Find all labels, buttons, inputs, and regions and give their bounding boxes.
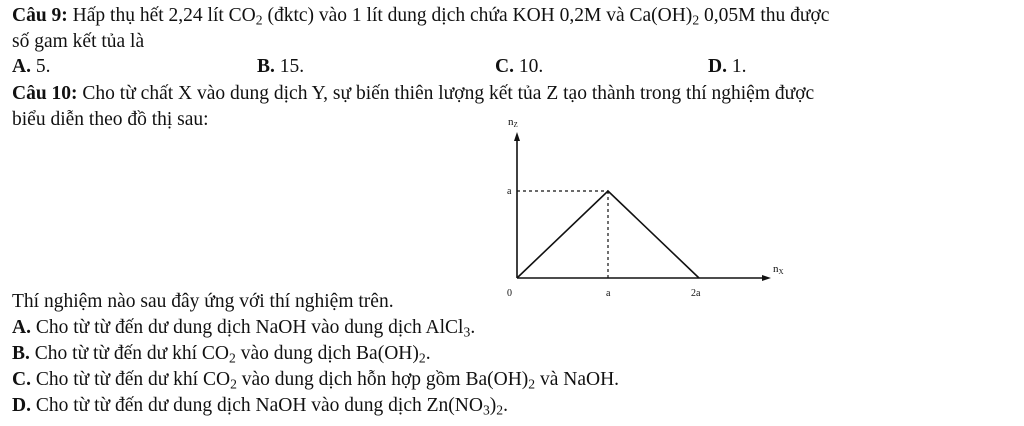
x-axis-label: nX — [773, 263, 784, 276]
q10-option-b-text: Cho từ từ đến dư khí CO — [29, 343, 229, 364]
q9-option-c-text: 10. — [513, 56, 544, 77]
x-tick-label-2: 2a — [691, 288, 701, 299]
q10-option-c-sub2: 2 — [528, 376, 536, 392]
q10-option-d-sub2: 2 — [496, 402, 504, 418]
q9-text-a: Hấp thụ hết 2,24 lít CO — [67, 5, 256, 26]
q10-option-a-text: Cho từ từ đến dư dung dịch NaOH vào dung dịch AlCl — [30, 317, 464, 338]
q9-option-c-letter: C. — [495, 56, 514, 77]
q10-option-d-mid: ) — [489, 395, 497, 416]
q10-option-b-mid: vào dung dịch Ba(OH) — [235, 343, 419, 364]
q9-text-b: (đktc) vào 1 lít dung dịch chứa KOH 0,2M và Ca(OH) — [262, 5, 693, 26]
q10-option-c-text: Cho từ từ đến dư khí CO — [30, 369, 231, 390]
q9-option-c — [495, 55, 543, 79]
q10-option-d-end: . — [503, 395, 508, 416]
q9-sub-b: 2 — [692, 12, 700, 28]
q9-number: Câu 9: — [12, 5, 68, 26]
q9-option-d — [708, 55, 746, 79]
q9-text-c: 0,05M thu được — [699, 5, 830, 26]
q10-option-c-end: và NaOH. — [535, 369, 620, 390]
precipitate-graph — [480, 110, 790, 310]
q10-option-c-sub1: 2 — [230, 376, 237, 392]
q10-option-d-letter: D. — [12, 395, 31, 416]
q10-option-a-end: . — [470, 317, 476, 338]
q10-option-b-sub2: 2 — [418, 350, 426, 366]
q10-option-d-sub1: 3 — [482, 402, 490, 418]
q10-option-a-sub: 3 — [463, 324, 471, 340]
x-axis-arrow — [762, 275, 771, 281]
q10-option-b-letter: B. — [12, 343, 30, 364]
q10-option-a-letter: A. — [12, 317, 31, 338]
q9-option-b-letter: B. — [257, 56, 275, 77]
q10-option-b-end: . — [425, 343, 431, 364]
q10-option-d-text: Cho từ từ đến dư dung dịch NaOH vào dung dịch Zn(NO — [30, 395, 483, 416]
y-axis-label: nZ — [508, 116, 518, 129]
q10-line2: biểu diễn theo đồ thị sau: — [12, 109, 209, 130]
q9-line1 — [12, 4, 829, 28]
q10-option-d — [12, 394, 508, 418]
y-tick-label-0: a — [507, 186, 512, 197]
q9-option-d-letter: D. — [708, 56, 727, 77]
q10-option-a — [12, 316, 475, 340]
q9-option-b — [257, 55, 304, 79]
q9-line2: số gam kết tủa là — [12, 31, 145, 52]
q10-number: Câu 10: — [12, 83, 78, 104]
q9-option-a-text: 5. — [30, 56, 51, 77]
q9-option-b-text: 15. — [274, 56, 305, 77]
q10-option-c — [12, 368, 619, 392]
x-tick-label-1: a — [606, 288, 611, 299]
x-tick-label-0: 0 — [507, 288, 512, 299]
q9-option-a — [12, 55, 50, 79]
q10-line1 — [12, 82, 814, 106]
q10-text: Cho từ chất X vào dung dịch Y, sự biến thiên lượng kết tủa Z tạo thành trong thí nghiệm được — [77, 83, 815, 104]
q9-option-d-text: 1. — [726, 56, 747, 77]
y-axis-arrow — [514, 132, 520, 141]
q10-option-c-mid: vào dung dịch hỗn hợp gồm Ba(OH) — [236, 369, 529, 390]
q10-question: Thí nghiệm nào sau đây ứng với thí nghiệm trên. — [12, 291, 394, 312]
q10-option-b-sub1: 2 — [228, 350, 236, 366]
q10-option-c-letter: C. — [12, 369, 31, 390]
q9-sub-a: 2 — [255, 12, 263, 28]
q10-option-b — [12, 342, 431, 366]
q9-option-a-letter: A. — [12, 56, 31, 77]
